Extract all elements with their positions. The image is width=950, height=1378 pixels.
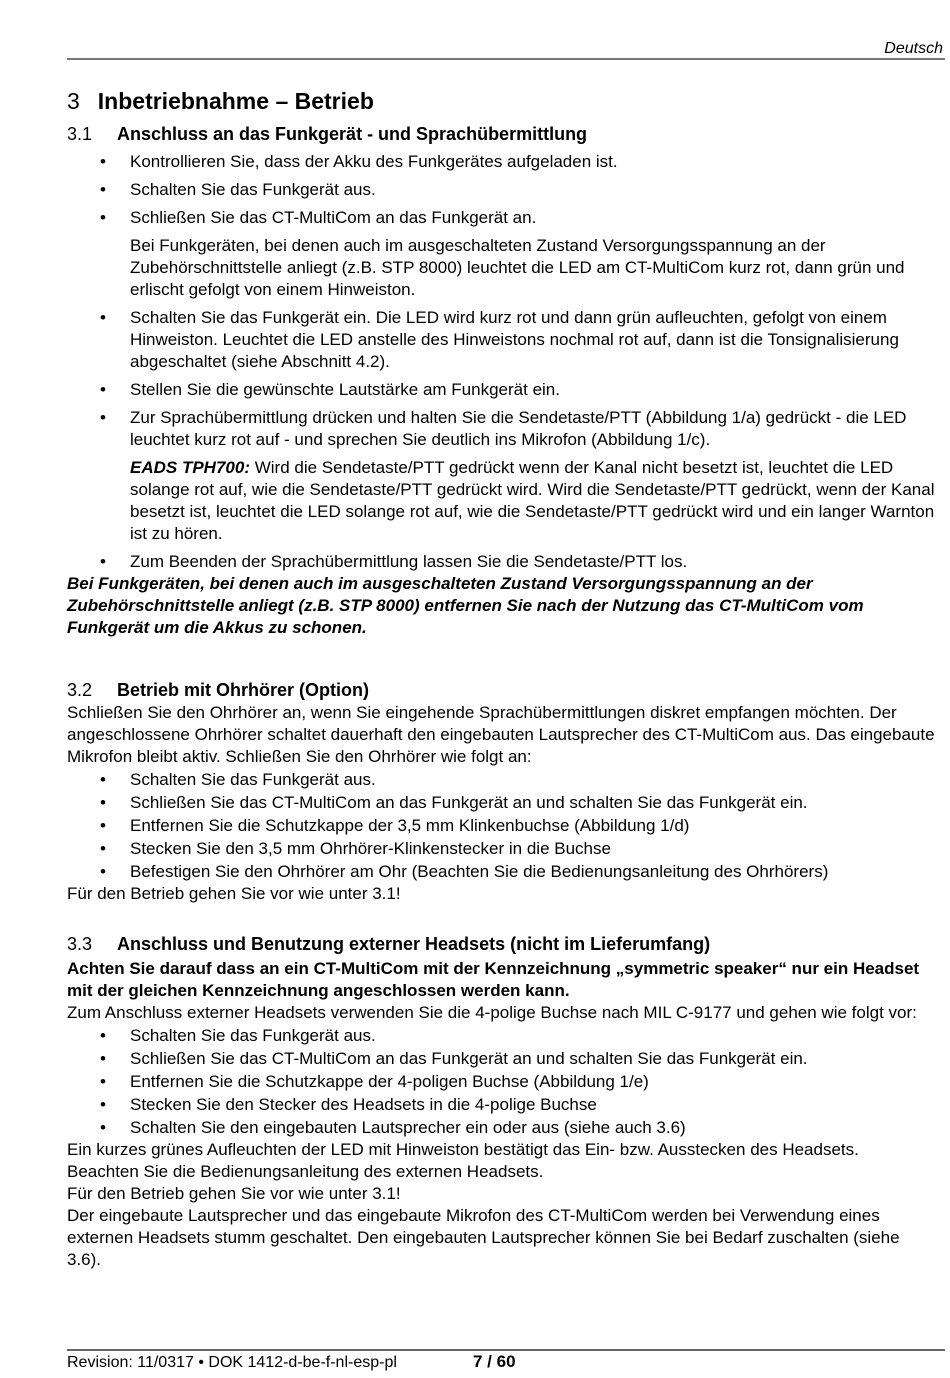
eads-label: EADS TPH700: [130,458,250,477]
list-item: • Schalten Sie das Funkgerät aus. [67,1024,937,1047]
section-heading-3-3 [67,933,937,955]
paragraph: Für den Betrieb gehen Sie vor wie unter 3.1! [67,1184,401,1203]
list-item: • Befestigen Sie den Ohrhörer am Ohr (Beachten Sie die Bedienungsanleitung des Ohrhörers) [67,860,937,883]
sub-paragraph-eads [67,457,937,545]
warning-paragraph: Achten Sie darauf dass an ein CT-MultiCom mit der Kennzeichnung „symmetric speaker“ nur ein Headset mit der gleichen Kennzeichnung angeschlossen werden kann. [67,959,920,1000]
sub-paragraph: Bei Funkgeräten, bei denen auch im ausgeschalteten Zustand Versorgungsspannung an der Zubehörschnittstelle anliegt (z.B. STP 8000) leuchtet die LED am CT-MultiCom kurz rot, dann grün und erlischt gefolgt von einem Hinweiston. [130,236,905,299]
section-title: Betrieb mit Ohrhörer (Option) [117,680,369,700]
chapter-title: Inbetriebnahme – Betrieb [97,88,374,114]
list-item: • Schalten Sie das Funkgerät aus. [67,768,937,791]
bullet-list [67,307,937,451]
section-number: 3.3 [67,934,93,954]
paragraph: Ein kurzes grünes Aufleuchten der LED mit Hinweiston bestätigt das Ein- bzw. Ausstecken des Headsets. [67,1140,859,1159]
bullet-list [67,151,937,229]
eads-text: Wird die Sendetaste/PTT gedrückt wenn der Kanal nicht besetzt ist, leuchtet die LED solange rot auf, wie die Sendetaste/PTT gedrückt wird. Wird die Sendetaste/PTT gedrückt, wenn der Kanal besetzt ist, leuchtet die LED solange rot auf, wie die Sendetaste/PTT gedrückt wird und ein langer Warnton ist zu hören. [130,458,935,543]
section-title: Anschluss und Benutzung externer Headsets (nicht im Lieferumfang) [117,934,711,954]
bullet-list [67,1024,937,1139]
list-item: • Zum Beenden der Sprachübermittlung lassen Sie die Sendetaste/PTT los. [67,551,937,573]
page-content [67,87,937,1271]
list-item: • Stecken Sie den 3,5 mm Ohrhörer-Klinkenstecker in die Buchse [67,837,937,860]
list-item: • Entfernen Sie die Schutzkappe der 3,5 mm Klinkenbuchse (Abbildung 1/d) [67,814,937,837]
list-item: • Schließen Sie das CT-MultiCom an das Funkgerät an und schalten Sie das Funkgerät ein. [67,791,937,814]
paragraph: Zum Anschluss externer Headsets verwenden Sie die 4-polige Buchse nach MIL C-9177 und gehen wie folgt vor: [67,1003,917,1022]
list-item: • Schalten Sie das Funkgerät aus. [67,179,937,201]
paragraph: Beachten Sie die Bedienungsanleitung des externen Headsets. [67,1162,544,1181]
section-number: 3.1 [67,124,93,144]
list-item: • Schalten Sie den eingebauten Lautsprecher ein oder aus (siehe auch 3.6) [67,1116,937,1139]
section-number: 3.2 [67,680,93,700]
list-item: • Entfernen Sie die Schutzkappe der 4-poligen Buchse (Abbildung 1/e) [67,1070,937,1093]
list-item: • Schließen Sie das CT-MultiCom an das Funkgerät an und schalten Sie das Funkgerät ein. [67,1047,937,1070]
list-item: • Stellen Sie die gewünschte Lautstärke am Funkgerät ein. [67,379,937,401]
header-language: Deutsch [884,40,943,57]
section-title: Anschluss an das Funkgerät - und Sprachübermittlung [117,124,588,144]
chapter-number: 3 [67,88,80,114]
important-note: Bei Funkgeräten, bei denen auch im ausgeschalteten Zustand Versorgungsspannung an der Zubehörschnittstelle anliegt (z.B. STP 8000) entfernen Sie nach der Nutzung das CT-MultiCom vom Funkgerät um die Akkus zu schonen. [67,574,864,637]
header-divider [67,58,945,60]
list-item: • Zur Sprachübermittlung drücken und halten Sie die Sendetaste/PTT (Abbildung 1/a) gedrückt - die LED leuchtet kurz rot auf - und sprechen Sie deutlich ins Mikrofon (Abbildung 1/c). [67,407,937,451]
section-heading-3-2 [67,679,937,701]
list-item: • Stecken Sie den Stecker des Headsets in die 4-polige Buchse [67,1093,937,1116]
paragraph: Für den Betrieb gehen Sie vor wie unter 3.1! [67,884,401,903]
page-number: 7 / 60 [473,1352,516,1371]
bullet-list [67,768,937,883]
section-heading-3-1 [67,123,937,145]
paragraph: Der eingebaute Lautsprecher und das eingebaute Mikrofon des CT-MultiCom werden bei Verwendung eines externen Headsets stumm geschaltet. Den eingebauten Lautsprecher können Sie bei Bedarf zuschalten (siehe 3.6). [67,1206,900,1269]
bullet-list [67,551,937,573]
chapter-heading [67,87,937,115]
paragraph: Schließen Sie den Ohrhörer an, wenn Sie eingehende Sprachübermittlungen diskret empfangen möchten. Der angeschlossene Ohrhörer schaltet dauerhaft den eingebauten Lautsprecher des CT-MultiCom aus. Das eingebaute Mikrofon bleibt aktiv. Schließen Sie den Ohrhörer wie folgt an: [67,703,935,766]
list-item: • Kontrollieren Sie, dass der Akku des Funkgerätes aufgeladen ist. [67,151,937,173]
list-item: • Schließen Sie das CT-MultiCom an das Funkgerät an. [67,207,937,229]
footer-revision: Revision: 11/0317 • DOK 1412-d-be-f-nl-esp-pl [67,1354,397,1371]
list-item: • Schalten Sie das Funkgerät ein. Die LED wird kurz rot und dann grün aufleuchten, gefolgt von einem Hinweiston. Leuchtet die LED anstelle des Hinweistons nochmal rot auf, dann ist die Tonsignalisierung abgeschaltet (siehe Abschnitt 4.2). [67,307,937,373]
